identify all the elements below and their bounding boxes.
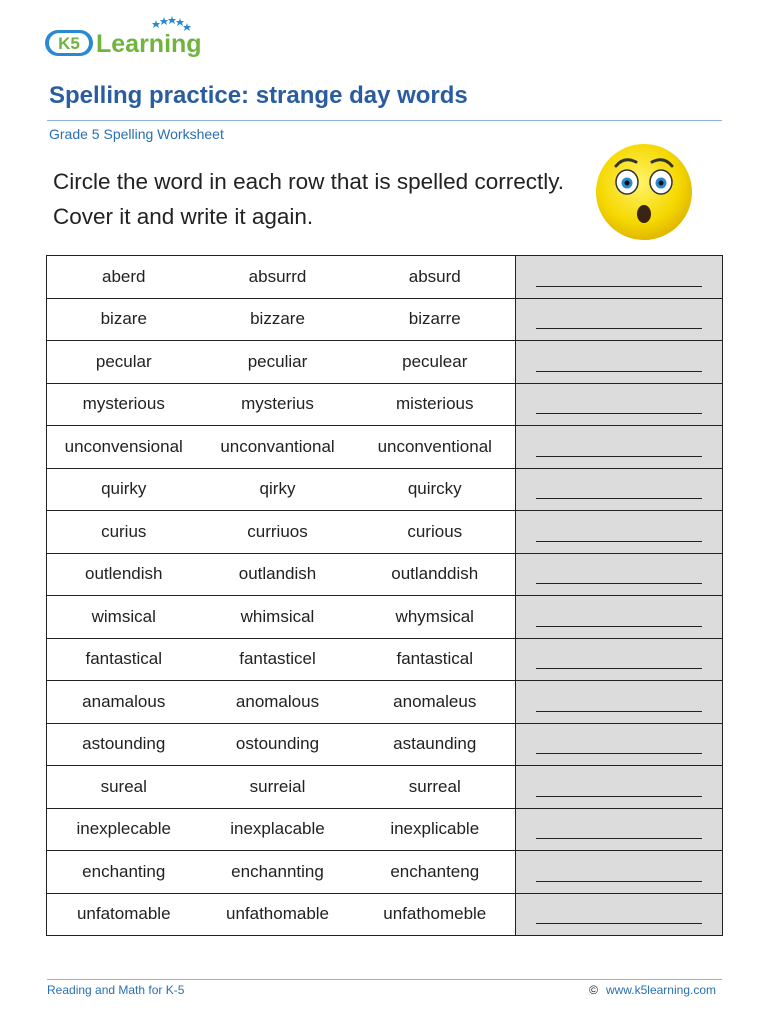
word-choice[interactable]: misterious xyxy=(355,383,516,426)
word-choice[interactable]: fantastical xyxy=(47,638,201,681)
word-choice[interactable]: anomaleus xyxy=(355,681,516,724)
logo-stars-icon xyxy=(152,16,191,31)
footer-divider xyxy=(47,979,722,980)
answer-cell[interactable] xyxy=(516,553,723,596)
word-choice[interactable]: enchanting xyxy=(47,851,201,894)
footer-website xyxy=(589,983,716,997)
word-choice[interactable]: inexplacable xyxy=(201,808,355,851)
answer-line xyxy=(536,838,702,839)
word-choice[interactable]: peculiar xyxy=(201,341,355,384)
word-row xyxy=(47,426,723,469)
word-choice[interactable]: inexplecable xyxy=(47,808,201,851)
answer-cell[interactable] xyxy=(516,596,723,639)
word-choice[interactable]: mysterius xyxy=(201,383,355,426)
answer-line xyxy=(536,583,702,584)
word-choice[interactable]: outlanddish xyxy=(355,553,516,596)
answer-line xyxy=(536,668,702,669)
word-row xyxy=(47,681,723,724)
word-choice[interactable]: unfatomable xyxy=(47,893,201,936)
answer-line xyxy=(536,711,702,712)
word-choice[interactable]: enchannting xyxy=(201,851,355,894)
word-choice[interactable]: ostounding xyxy=(201,723,355,766)
word-row xyxy=(47,596,723,639)
answer-cell[interactable] xyxy=(516,766,723,809)
word-choice[interactable]: inexplicable xyxy=(355,808,516,851)
website-link[interactable]: www.k5learning.com xyxy=(605,983,716,997)
answer-line xyxy=(536,626,702,627)
word-row xyxy=(47,511,723,554)
word-choice[interactable]: aberd xyxy=(47,256,201,299)
answer-cell[interactable] xyxy=(516,723,723,766)
k5-learning-logo xyxy=(44,14,214,60)
surprised-face-icon xyxy=(594,142,694,242)
answer-line xyxy=(536,286,702,287)
word-row xyxy=(47,808,723,851)
word-choice[interactable]: absurd xyxy=(355,256,516,299)
word-choice[interactable]: curius xyxy=(47,511,201,554)
answer-line xyxy=(536,796,702,797)
word-choice[interactable]: surreal xyxy=(355,766,516,809)
word-row xyxy=(47,298,723,341)
word-choice[interactable]: wimsical xyxy=(47,596,201,639)
word-choice[interactable]: absurrd xyxy=(201,256,355,299)
word-choice[interactable]: whymsical xyxy=(355,596,516,639)
word-row xyxy=(47,256,723,299)
word-choice[interactable]: unfathomable xyxy=(201,893,355,936)
word-choice[interactable]: peculear xyxy=(355,341,516,384)
answer-cell[interactable] xyxy=(516,511,723,554)
answer-cell[interactable] xyxy=(516,851,723,894)
word-row xyxy=(47,468,723,511)
word-row xyxy=(47,766,723,809)
word-choice[interactable]: unfathomeble xyxy=(355,893,516,936)
answer-cell[interactable] xyxy=(516,383,723,426)
word-row xyxy=(47,723,723,766)
word-choice[interactable]: unconvensional xyxy=(47,426,201,469)
footer-tagline: Reading and Math for K-5 xyxy=(47,983,185,997)
answer-line xyxy=(536,753,702,754)
answer-cell[interactable] xyxy=(516,681,723,724)
word-choice[interactable]: astaunding xyxy=(355,723,516,766)
word-choice[interactable]: whimsical xyxy=(201,596,355,639)
word-row xyxy=(47,638,723,681)
answer-line xyxy=(536,328,702,329)
instructions: Circle the word in each row that is spelled correctly. Cover it and write it again. xyxy=(53,169,565,229)
word-choice[interactable]: curriuos xyxy=(201,511,355,554)
word-choice[interactable]: pecular xyxy=(47,341,201,384)
worksheet-subtitle: Grade 5 Spelling Worksheet xyxy=(49,126,224,142)
word-choice[interactable]: mysterious xyxy=(47,383,201,426)
page-title: Spelling practice: strange day words xyxy=(49,82,468,109)
word-row xyxy=(47,341,723,384)
answer-line xyxy=(536,881,702,882)
word-choice[interactable]: fantastical xyxy=(355,638,516,681)
answer-cell[interactable] xyxy=(516,256,723,299)
answer-cell[interactable] xyxy=(516,298,723,341)
word-choice[interactable]: anomalous xyxy=(201,681,355,724)
word-choice[interactable]: unconventional xyxy=(355,426,516,469)
word-choice[interactable]: astounding xyxy=(47,723,201,766)
answer-cell[interactable] xyxy=(516,468,723,511)
spelling-table xyxy=(46,255,723,936)
title-divider xyxy=(47,120,722,121)
copyright-symbol: © xyxy=(589,983,598,997)
answer-line xyxy=(536,413,702,414)
logo-text: Learning xyxy=(96,30,202,58)
logo-badge-text: K5 xyxy=(58,34,80,53)
word-choice[interactable]: surreial xyxy=(201,766,355,809)
word-choice[interactable]: fantasticel xyxy=(201,638,355,681)
answer-cell[interactable] xyxy=(516,808,723,851)
word-choice[interactable]: quirky xyxy=(47,468,201,511)
answer-cell[interactable] xyxy=(516,638,723,681)
word-row xyxy=(47,851,723,894)
answer-line xyxy=(536,371,702,372)
answer-line xyxy=(536,541,702,542)
answer-cell[interactable] xyxy=(516,893,723,936)
word-choice[interactable]: curious xyxy=(355,511,516,554)
word-choice[interactable]: anamalous xyxy=(47,681,201,724)
answer-line xyxy=(536,923,702,924)
word-choice[interactable]: qirky xyxy=(201,468,355,511)
answer-line xyxy=(536,498,702,499)
word-choice[interactable]: sureal xyxy=(47,766,201,809)
word-choice[interactable]: bizzare xyxy=(201,298,355,341)
word-choice[interactable]: enchanteng xyxy=(355,851,516,894)
word-row xyxy=(47,553,723,596)
word-choice[interactable]: bizarre xyxy=(355,298,516,341)
word-row xyxy=(47,893,723,936)
word-choice[interactable]: outlandish xyxy=(201,553,355,596)
word-choice[interactable]: quircky xyxy=(355,468,516,511)
word-choice[interactable]: unconvantional xyxy=(201,426,355,469)
answer-cell[interactable] xyxy=(516,426,723,469)
word-choice[interactable]: outlendish xyxy=(47,553,201,596)
answer-cell[interactable] xyxy=(516,341,723,384)
word-choice[interactable]: bizare xyxy=(47,298,201,341)
word-row xyxy=(47,383,723,426)
answer-line xyxy=(536,456,702,457)
